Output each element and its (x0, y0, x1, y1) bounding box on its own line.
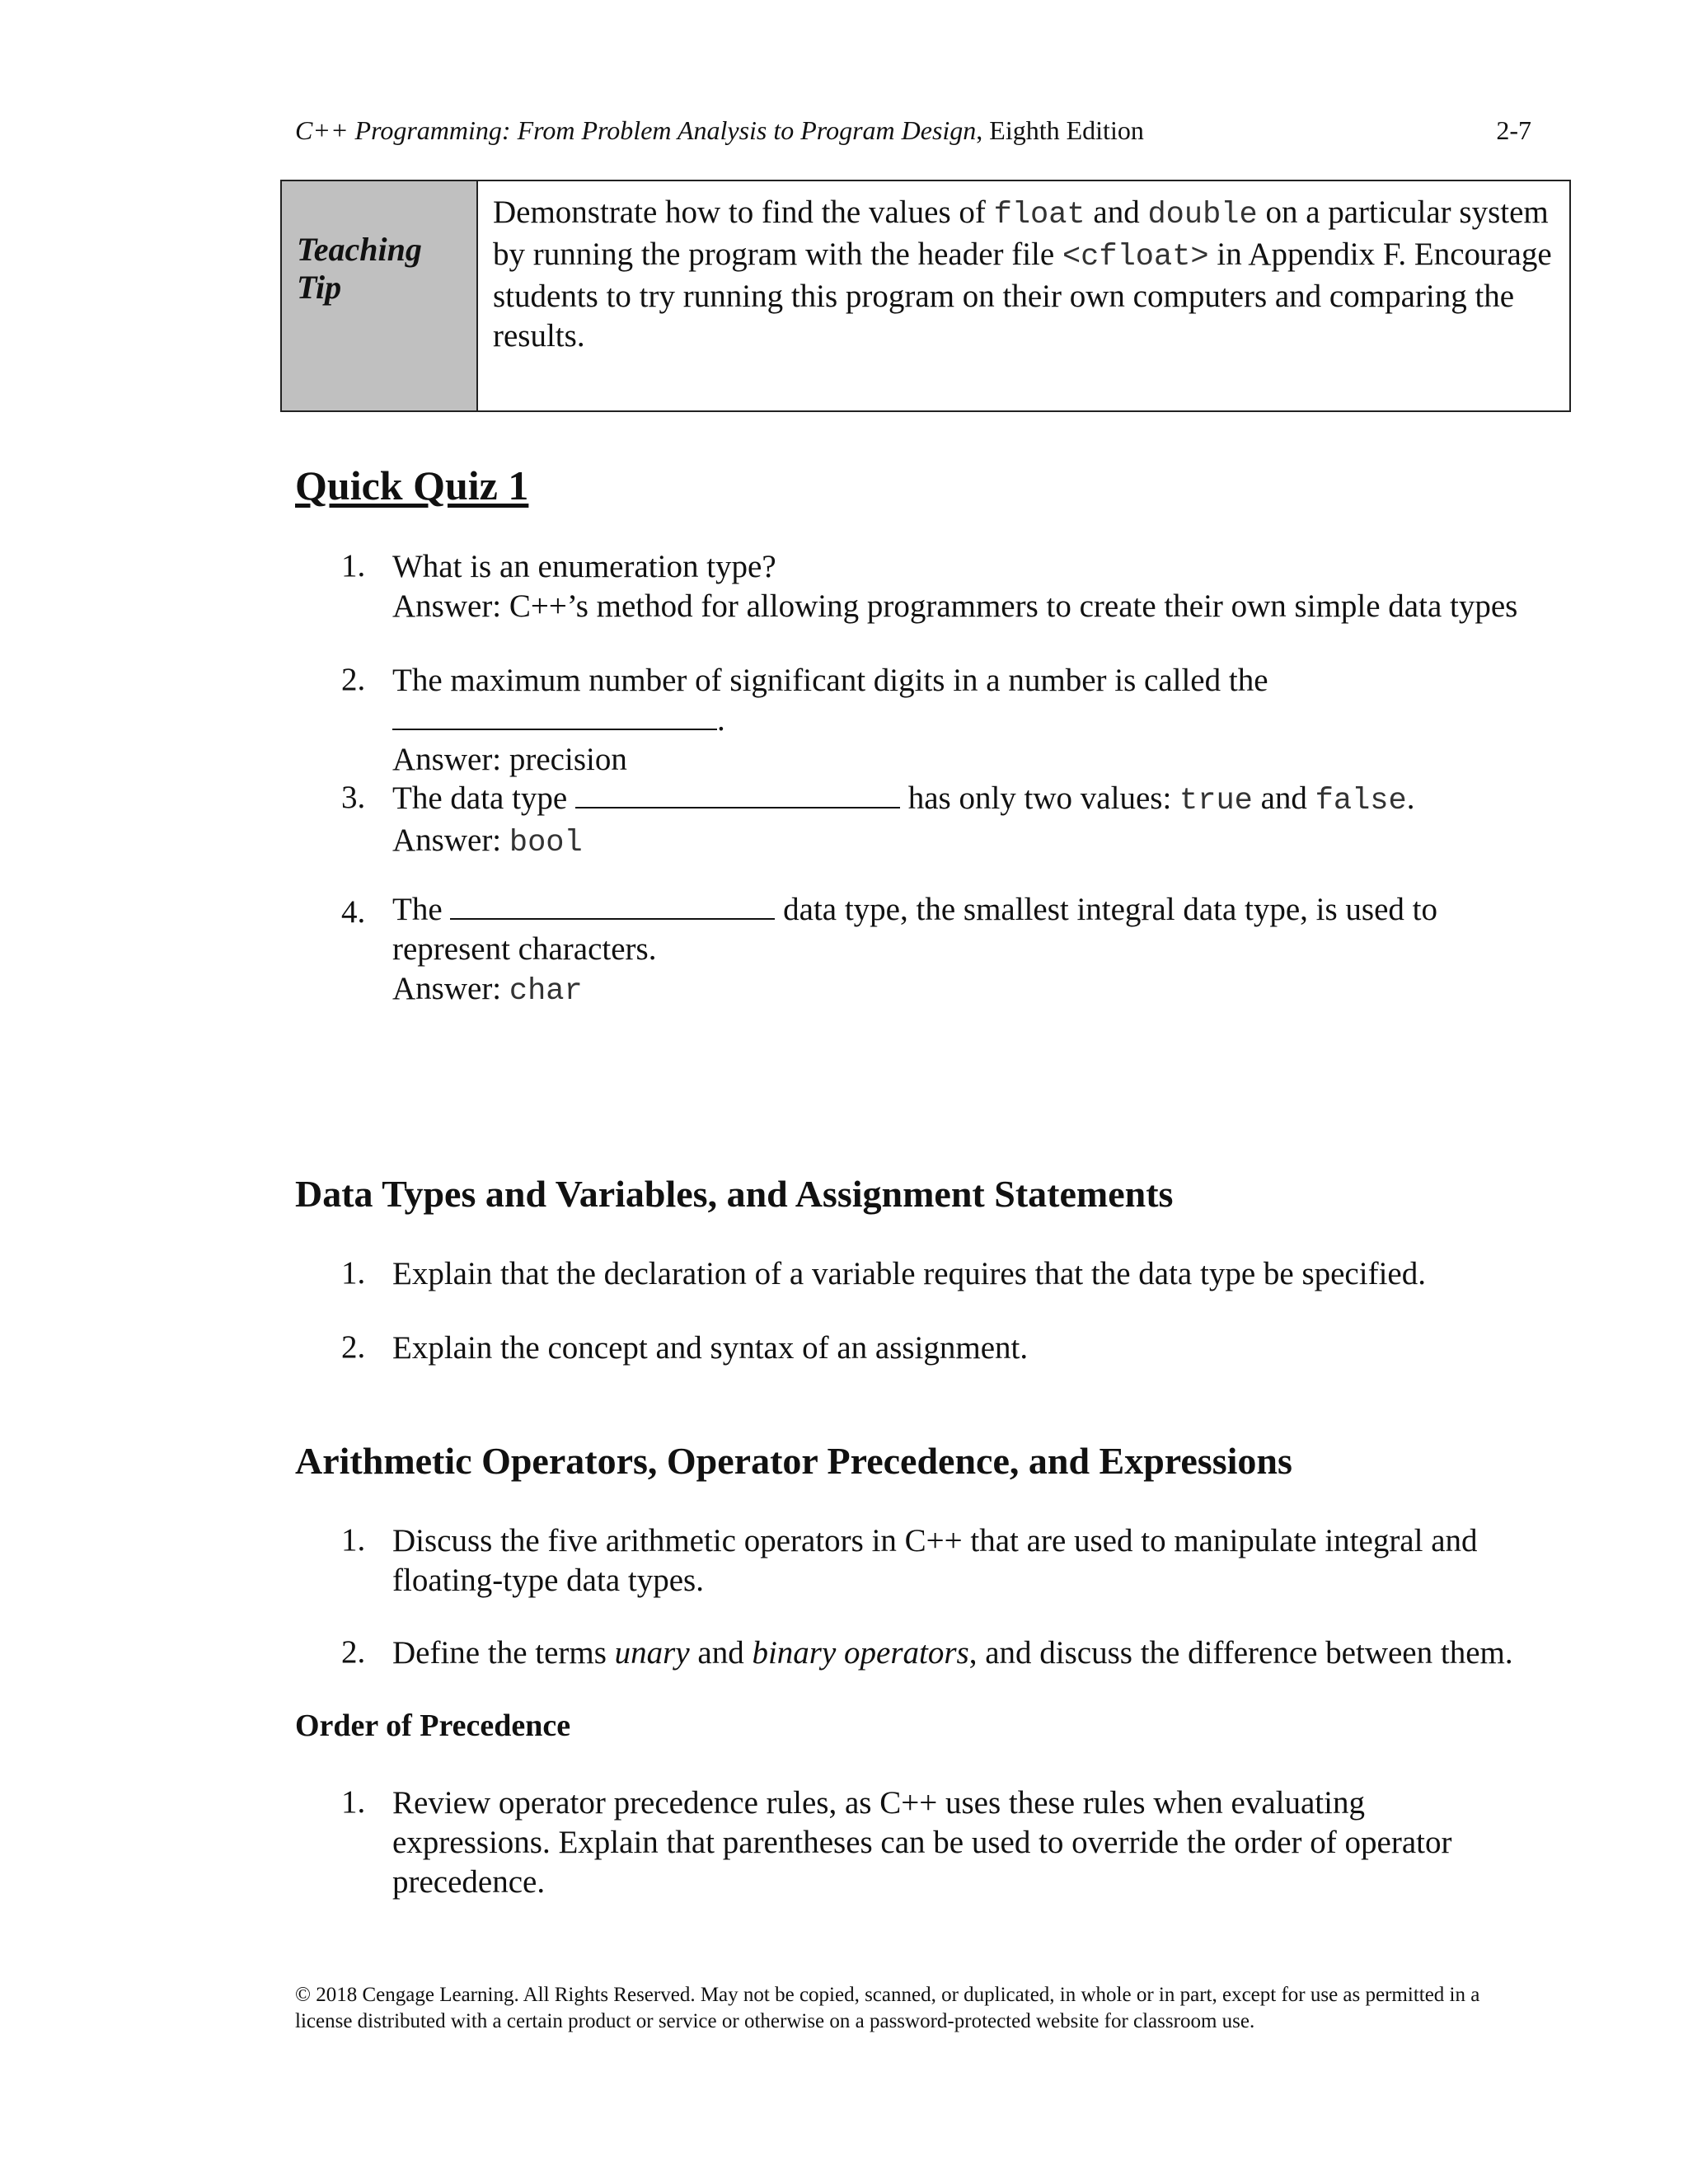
section-heading-arithmetic: Arithmetic Operators, Operator Precedence, and Expressions (295, 1440, 1292, 1482)
list-item: Review operator precedence rules, as C++ uses these rules when evaluating expressions. Explain that parentheses can be used to override the order of operator precedence. (392, 1785, 1452, 1900)
list-item: Discuss the five arithmetic operators in C++ that are used to manipulate integral and floating-type data types. (392, 1523, 1478, 1598)
q1-answer: Answer: C++’s method for allowing programmers to create their own simple data types (392, 588, 1518, 624)
list-item: Define the terms unary and binary operators, and discuss the difference between them. (392, 1635, 1513, 1671)
q1-number: 1. (341, 548, 366, 583)
q4-answer: Answer: char (392, 971, 583, 1009)
code-float: float (993, 198, 1085, 232)
section-heading-data-types: Data Types and Variables, and Assignment Statements (295, 1173, 1174, 1215)
teaching-tip-box (280, 180, 1571, 412)
list-item: Explain that the declaration of a variable requires that the data type be specified. (392, 1256, 1426, 1291)
quick-quiz-title: Quick Quiz 1 (295, 462, 529, 509)
running-header (295, 115, 1531, 146)
document-page: C++ Programming: From Problem Analysis to Program Design, Eighth Edition 2-7 Teaching Tip Demonstrate how to find the values of float and double on a particular system by running the program with the header file <cfloat> in Appendix F. Encourage students to try running this program on their own computers and comparing the results. Quick Quiz 1 1. What is an enumeration type? Answer: C++’s method for allowing programmers to create their own simple data types 2. The maximum number of significant digits in a number is called the . Answer: precision 3. The data type has only two values: true and false. Answer: bool 4. The data type, the smallest integral data type, is used to represent characters. Answer: char Data Types and Variables, and Assignment Statements 1. Explain that the declaration of a variable requires that the data type be specified. 2. Explain the concept and syntax of an assignment. Arithmetic Operators, Operator Precedence, and Expressions 1. Discuss the five arithmetic operators in C++ that are used to manipulate integral and floating-type data types. 2. Define the terms unary and binary operators, and discuss the difference between them. Order of Precedence 1. Review operator precedence rules, as C++ uses these rules when evaluating expressions. Explain that parentheses can be used to override the order of operator precedence. © 2018 Cengage Learning. All Rights Reserved. May not be copied, scanned, or duplicated, in whole or in part, except for use as permitted in a license distributed with a certain product or service or otherwise on a password-protected website for classroom use. (0, 0, 1688, 2184)
quiz-question-4: The data type, the smallest integral data type, is used to represent characters. Answer: char (392, 890, 1563, 1011)
edition: , Eighth Edition (976, 115, 1144, 145)
code-cfloat: <cfloat> (1062, 240, 1209, 274)
code-double: double (1147, 198, 1258, 232)
quiz-question-3: The data type has only two values: true and false. Answer: bool (392, 779, 1563, 863)
quiz-question-2: The maximum number of significant digits in a number is called the . Answer: precision (392, 661, 1563, 780)
q3-answer: Answer: bool (392, 823, 583, 860)
q2-answer: Answer: precision (392, 742, 627, 777)
answer-blank (450, 892, 775, 920)
answer-blank (575, 780, 900, 808)
teaching-tip-label: Teaching Tip (282, 181, 478, 410)
list-item: Explain the concept and syntax of an assignment. (392, 1330, 1029, 1366)
q2-number: 2. (341, 662, 366, 697)
book-title: C++ Programming: From Problem Analysis to Program Design (295, 115, 977, 145)
teaching-tip-text: Demonstrate how to find the values of float and double on a particular system by running the program with the header file <cfloat> in Appendix F. Encourage students to try running this program on their own computers and comparing the results. (493, 194, 1552, 354)
subsection-heading-order-of-precedence: Order of Precedence (295, 1708, 571, 1743)
q3-number: 3. (341, 780, 366, 815)
copyright-footer: © 2018 Cengage Learning. All Rights Reserved. May not be copied, scanned, or duplicated, in whole or in part, except for use as permitted in a license distributed with a certain product or service or otherwise on a password-protected website for classroom use. (295, 1984, 1480, 2032)
page-number: 2-7 (1496, 115, 1531, 145)
quiz-question-1: What is an enumeration type? Answer: C++’s method for allowing programmers to create their own simple data types (392, 547, 1563, 626)
answer-blank (392, 702, 717, 730)
q4-number: 4. (341, 894, 366, 930)
